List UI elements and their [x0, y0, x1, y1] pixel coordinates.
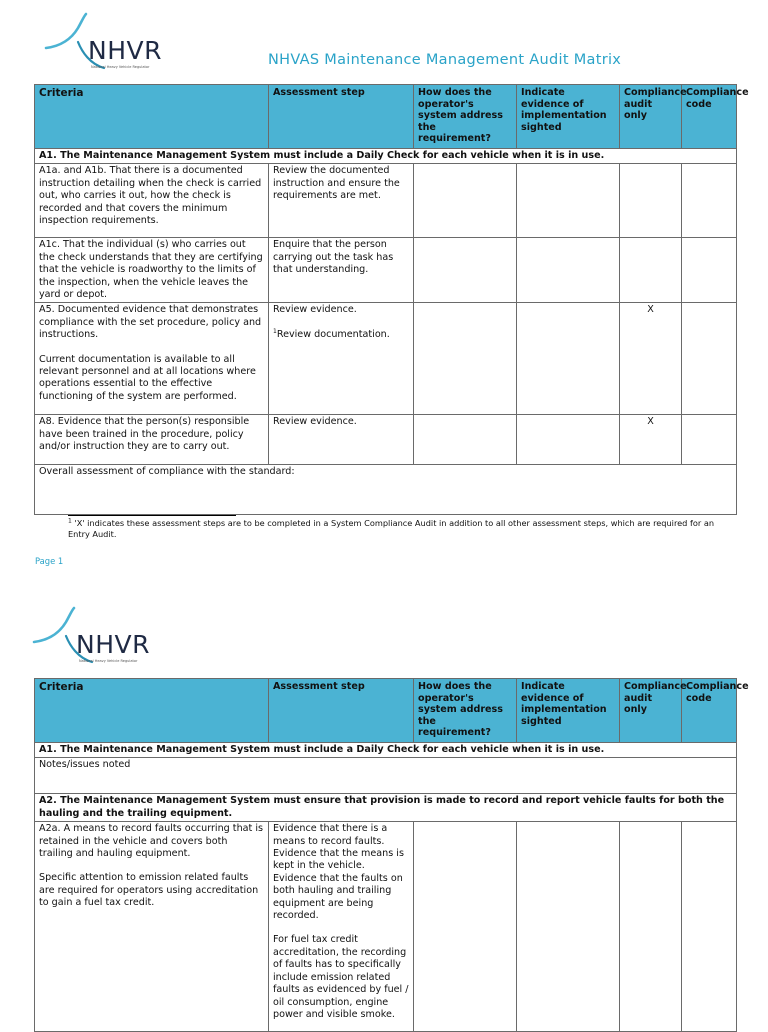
header-criteria: Criteria: [35, 679, 269, 743]
criteria-text: A5. Documented evidence that demonstrates compliance with the set procedure, policy and instructions.: [39, 304, 262, 341]
header-compliance-audit-only: Compliance audit only: [620, 85, 682, 149]
criteria-cell: [35, 303, 269, 415]
assessment-text-2: $^1$Review documentation.: [273, 327, 390, 340]
header-criteria: Criteria: [35, 85, 269, 149]
overall-assessment-cell[interactable]: Overall assessment of compliance with the standard:: [35, 465, 737, 515]
logo-text: NHVR: [88, 36, 162, 65]
section-a1-text: A1. The Maintenance Management System must include a Daily Check for each vehicle when it is in use.: [35, 149, 737, 164]
table-header-row: [35, 85, 737, 149]
logo-subtitle: National Heavy Vehicle Regulator: [91, 65, 150, 69]
evidence-cell[interactable]: [517, 303, 620, 415]
assessment-text: Review evidence.: [273, 304, 357, 316]
section-row-a2: [35, 794, 737, 822]
footnote-text: 'X' indicates these assessment steps are to be completed in a System Compliance Audit in addition to all other assessment steps, which are required for an Entry Audit.: [68, 518, 715, 539]
header-evidence: Indicate evidence of implementation sighted: [517, 85, 620, 149]
audit-matrix-table: [34, 84, 749, 515]
header-compliance-audit-only: Compliance audit only: [620, 679, 682, 743]
footnote-divider: [68, 515, 236, 516]
criteria-cell: A1a. and A1b. That there is a documented instruction detailing when the check is carried out, who carries it out, how the check is recorded and that covers the minimum inspection requirements.: [35, 164, 269, 238]
compliance-code-cell[interactable]: [682, 303, 737, 415]
operator-cell[interactable]: [414, 303, 517, 415]
section-row-a1: [35, 149, 737, 164]
criteria-cell: A1c. That the individual (s) who carries out the check understands that they are certifying that the vehicle is roadworthy to the limits of the inspection, when the vehicle leaves the yard or depot.: [35, 238, 269, 303]
table-row: [35, 415, 737, 465]
compliance-code-cell[interactable]: [682, 822, 737, 1032]
compliance-only-cell: X: [620, 415, 682, 465]
compliance-code-cell[interactable]: [682, 238, 737, 303]
criteria-text-2: Specific attention to emission related faults are required for operators using accreditation to gain a fuel tax credit.: [39, 872, 259, 909]
header-evidence: Indicate evidence of implementation sighted: [517, 679, 620, 743]
nhvr-logo: [30, 606, 160, 666]
assessment-cell: Enquire that the person carrying out the task has that understanding.: [269, 238, 414, 303]
nhvr-logo: [42, 12, 172, 72]
section-a2-text: A2. The Maintenance Management System must ensure that provision is made to record and report vehicle faults for both the hauling and the trailing equipment.: [35, 794, 737, 822]
compliance-only-cell: X: [620, 303, 682, 415]
page-title: NHVAS Maintenance Management Audit Matrix: [268, 52, 622, 68]
table-row: [35, 822, 737, 1032]
criteria-text-2: Current documentation is available to all relevant personnel and at all locations where operations essential to the effective functioning of the system are performed.: [39, 353, 256, 402]
compliance-code-cell[interactable]: [682, 415, 737, 465]
header-assessment-step: Assessment step: [269, 85, 414, 149]
notes-row: [35, 758, 737, 794]
compliance-only-cell: [620, 238, 682, 303]
assessment-cell: Review the documented instruction and ensure the requirements are met.: [269, 164, 414, 238]
assessment-cell: [269, 303, 414, 415]
page-number: Page 1: [35, 556, 64, 566]
criteria-cell: [35, 822, 269, 1032]
table-row: [35, 303, 737, 415]
criteria-text: A2a. A means to record faults occurring that is retained in the vehicle and covers both trailing and hauling equipment.: [39, 823, 264, 860]
overall-assessment-row: [35, 465, 737, 515]
operator-cell[interactable]: [414, 822, 517, 1032]
compliance-code-cell[interactable]: [682, 164, 737, 238]
assessment-text-2: For fuel tax credit accreditation, the recording of faults has to specifically include emission related faults as evidenced by fuel / oil consumption, engine power and visible smoke.: [273, 934, 409, 1020]
table-row: [35, 164, 737, 238]
evidence-cell[interactable]: [517, 415, 620, 465]
table-row: [35, 238, 737, 303]
header-operator-system: How does the operator's system address the requirement?: [414, 679, 517, 743]
logo-subtitle: National Heavy Vehicle Regulator: [79, 659, 138, 663]
footnote-ref: 1: [273, 327, 277, 335]
header-compliance-code: Compliance code: [682, 85, 737, 149]
footnote-number: 1: [68, 517, 72, 525]
evidence-cell[interactable]: [517, 238, 620, 303]
audit-matrix-table-page-2: [34, 678, 749, 1032]
header-operator-system: How does the operator's system address the requirement?: [414, 85, 517, 149]
evidence-cell[interactable]: [517, 822, 620, 1032]
header-compliance-code: Compliance code: [682, 679, 737, 743]
evidence-cell[interactable]: [517, 164, 620, 238]
assessment-cell: Review evidence.: [269, 415, 414, 465]
operator-cell[interactable]: [414, 415, 517, 465]
operator-cell[interactable]: [414, 164, 517, 238]
section-a1-text: A1. The Maintenance Management System must include a Daily Check for each vehicle when it is in use.: [35, 743, 737, 758]
compliance-only-cell: [620, 822, 682, 1032]
assessment-cell: [269, 822, 414, 1032]
header-assessment-step: Assessment step: [269, 679, 414, 743]
section-row-a1: [35, 743, 737, 758]
assessment-text: Evidence that there is a means to record faults. Evidence that the means is kept in the vehicle. Evidence that the faults on both hauling and trailing equipment are being recorded.: [273, 823, 404, 922]
logo-text: NHVR: [76, 630, 150, 659]
footnote: [68, 518, 738, 539]
compliance-only-cell: [620, 164, 682, 238]
criteria-cell: A8. Evidence that the person(s) responsible have been trained in the procedure, policy and/or instruction they are to carry out.: [35, 415, 269, 465]
table-header-row: [35, 679, 737, 743]
notes-cell[interactable]: Notes/issues noted: [35, 758, 737, 794]
operator-cell[interactable]: [414, 238, 517, 303]
